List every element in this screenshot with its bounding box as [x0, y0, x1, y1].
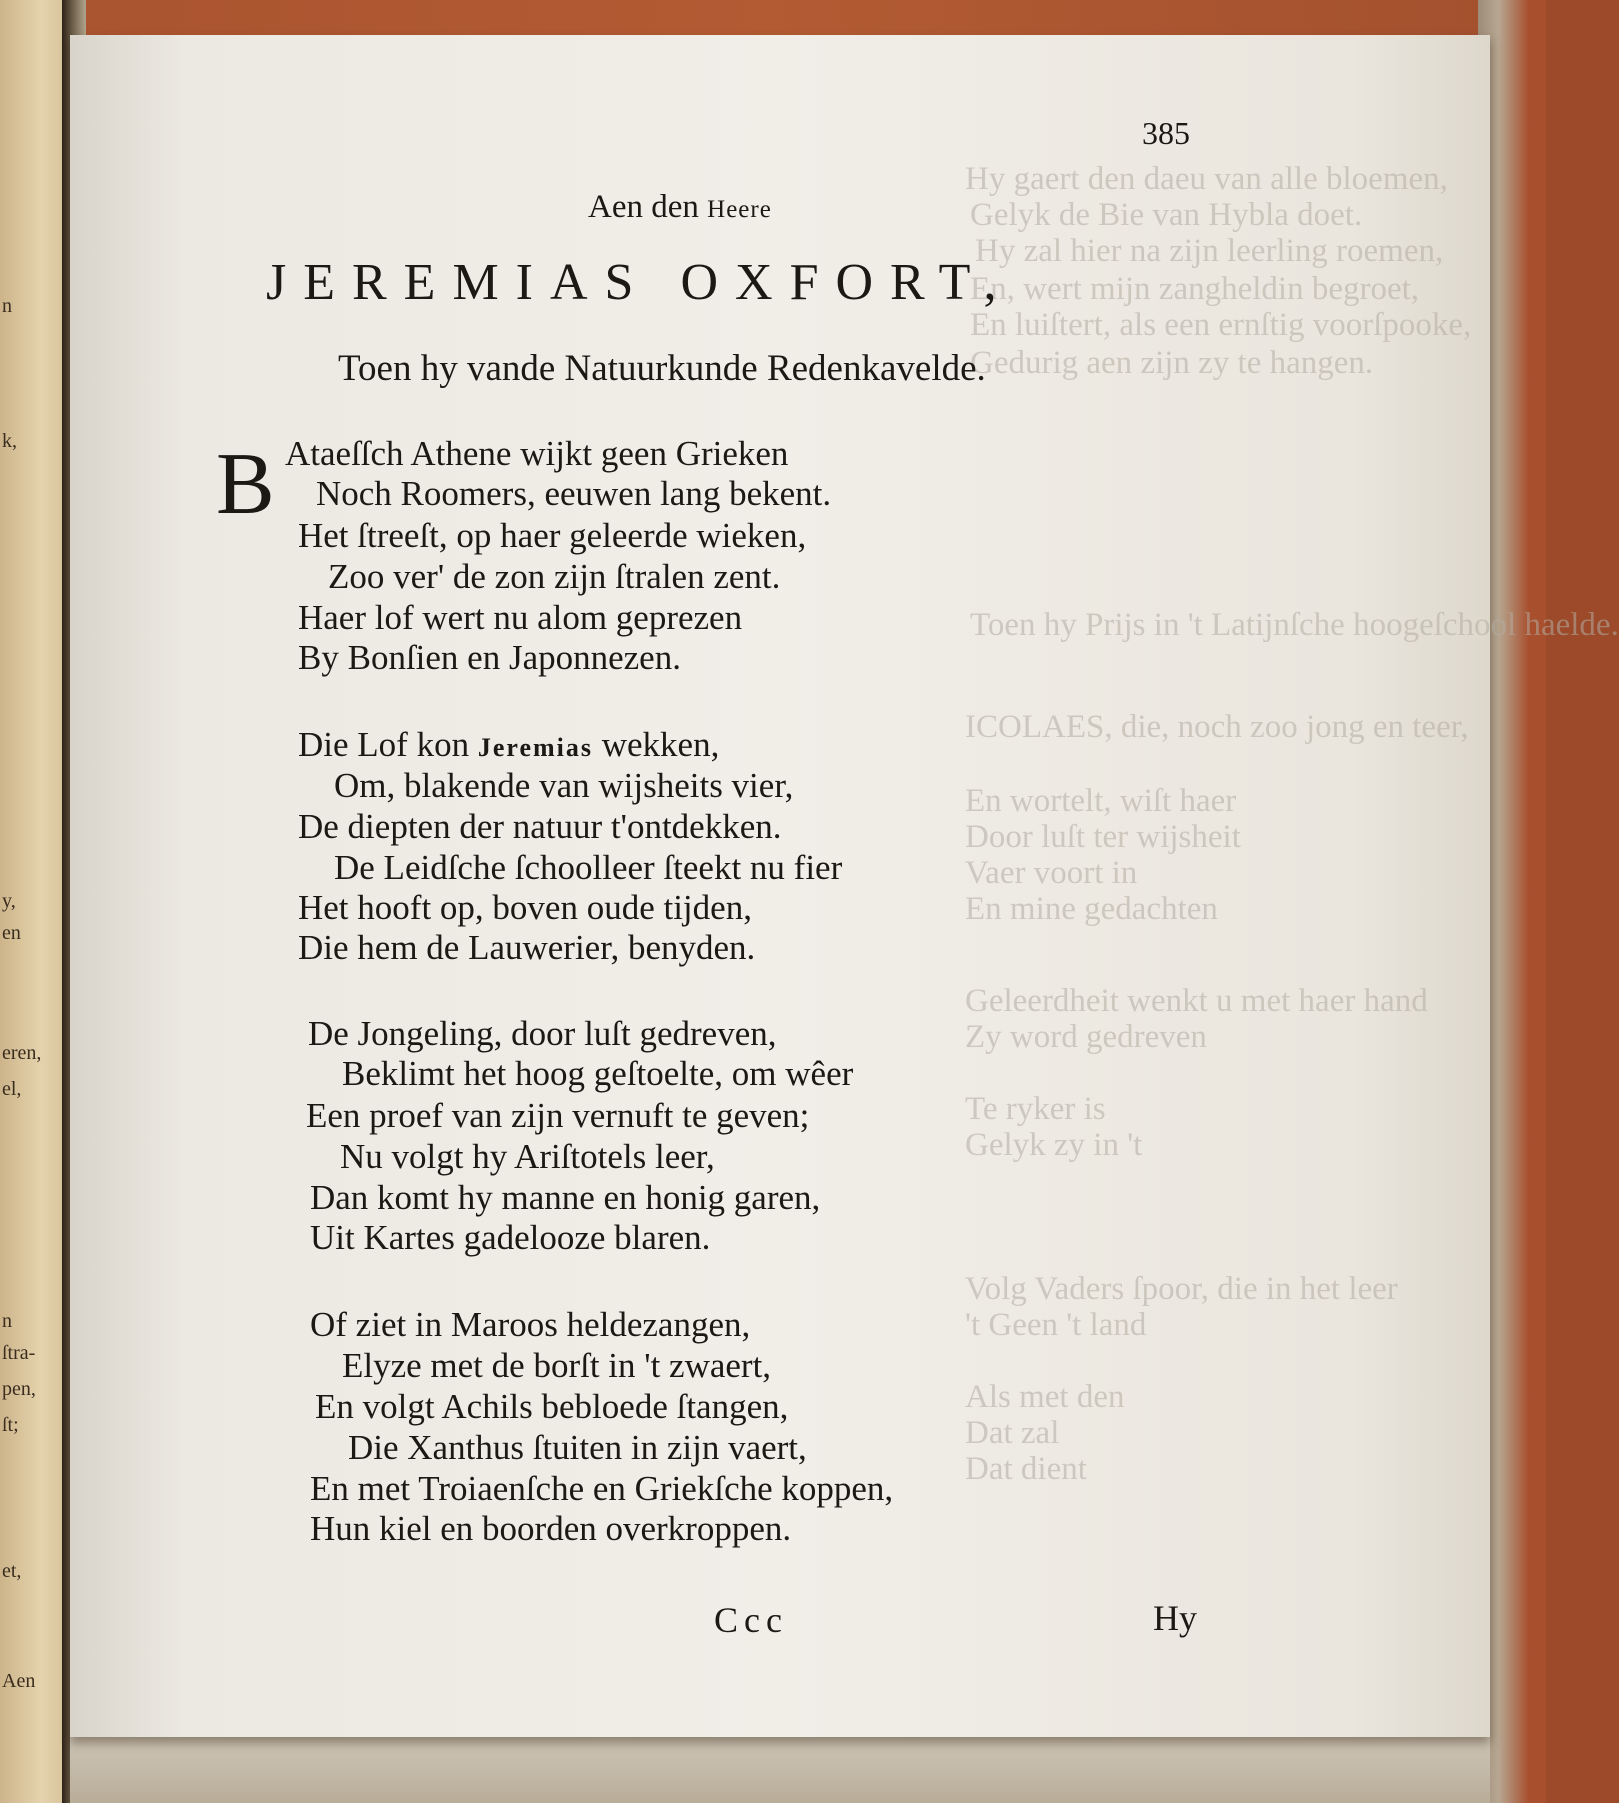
verse-line: By Bonſien en Japonnezen.	[298, 638, 681, 677]
verse-line: Zoo ver' de zon zijn ſtralen zent.	[328, 557, 781, 596]
bleed-through-line: Gedurig aen zijn zy te hangen.	[970, 345, 1374, 381]
bleed-through-line: En, wert mijn zangheldin begroet,	[970, 271, 1420, 307]
signature-mark: Ccc	[714, 1600, 788, 1640]
dedication-title: Heere	[707, 196, 772, 223]
bleed-through-line: En wortelt, wiſt haer	[965, 783, 1237, 819]
left-fragment: eren,	[2, 1042, 42, 1064]
left-fragment: el,	[2, 1078, 22, 1100]
poem-dedication-heading	[588, 189, 772, 226]
left-fragment: pen,	[2, 1378, 36, 1400]
dedication-prefix: Aen den	[588, 189, 708, 225]
verse-line: Haer lof wert nu alom geprezen	[298, 598, 743, 637]
verse-line: En volgt Achils bebloede ſtangen,	[315, 1387, 789, 1426]
book-page	[70, 35, 1619, 1737]
bleed-through-line: Hy zal hier na zijn leerling roemen,	[975, 233, 1444, 269]
verse-line: Een proef van zijn vernuft te geven;	[306, 1096, 810, 1135]
verse-line: De Leidſche ſchoolleer ſteekt nu fier	[334, 848, 843, 887]
catchword: Hy	[1153, 1598, 1197, 1638]
bleed-through-line: En luiſtert, als een ernſtig voorſpooke,	[970, 307, 1472, 343]
bleed-through-line: 't Geen 't land	[965, 1307, 1147, 1343]
verse-line: Nu volgt hy Ariſtotels leer,	[340, 1137, 715, 1176]
verse-line: Die Xanthus ſtuiten in zijn vaert,	[348, 1428, 807, 1467]
bleed-through-line: Volg Vaders ſpoor, die in het leer	[965, 1271, 1398, 1307]
bleed-through-line: Gelyk de Bie van Hybla doet.	[970, 197, 1363, 233]
bleed-through-line: Gelyk zy in 't	[965, 1127, 1143, 1163]
bleed-through-line: Dat zal	[965, 1415, 1060, 1451]
bleed-through-line: Hy gaert den daeu van alle bloemen,	[965, 161, 1448, 197]
verse-line: Hun kiel en boorden overkroppen.	[310, 1509, 792, 1548]
verse-line: Het ſtreeſt, op haer geleerde wieken,	[298, 516, 807, 555]
left-fragment: y,	[2, 890, 16, 912]
poem-subtitle: Toen hy vande Natuurkunde Redenkavelde.	[338, 348, 986, 389]
left-fragment: ſt;	[2, 1414, 19, 1436]
verse-line: Ataeſſch Athene wijkt geen Grieken	[285, 434, 789, 473]
left-fragment: n	[2, 1310, 12, 1332]
left-fragment: ſtra-	[2, 1342, 36, 1364]
left-fragment: Aen	[2, 1670, 36, 1692]
verse-prefix: Die Lof kon	[298, 725, 478, 764]
bleed-through-line: Geleerdheit wenkt u met haer hand	[965, 983, 1428, 1019]
page-edge-bottom	[70, 1730, 1490, 1803]
left-fragment: n	[2, 295, 12, 317]
verse-line: Of ziet in Maroos heldezangen,	[310, 1305, 751, 1344]
bleed-through-line: Als met den	[965, 1379, 1125, 1415]
bleed-through-line: Dat dient	[965, 1451, 1087, 1487]
drop-cap: B	[216, 436, 275, 533]
page-number: 385	[1142, 115, 1190, 151]
bleed-through-line: ICOLAES, die, noch zoo jong en teer,	[965, 709, 1469, 745]
verse-name-smallcaps: Jeremias	[477, 733, 593, 762]
verse-line: En met Troiaenſche en Griekſche koppen,	[310, 1469, 894, 1508]
verse-line: Dan komt hy manne en honig garen,	[310, 1178, 821, 1217]
poem-dedicatee-name: JEREMIAS OXFORT,	[266, 254, 1014, 311]
verse-line: Het hooft op, boven oude tijden,	[298, 888, 752, 927]
verse-line: Beklimt het hoog geſtoelte, om wêer	[342, 1054, 854, 1093]
bleed-through-line: Door luſt ter wijsheit	[965, 819, 1241, 855]
verse-line: De Jongeling, door luſt gedreven,	[308, 1014, 777, 1053]
bleed-through-line: Toen hy Prijs in 't Latijnſche hoogeſchool haelde.	[970, 607, 1619, 643]
left-fragment: et,	[2, 1560, 22, 1582]
verse-line: Noch Roomers, eeuwen lang bekent.	[316, 474, 832, 513]
left-fragment: k,	[2, 430, 17, 452]
verse-line: Die hem de Lauwerier, benyden.	[298, 928, 756, 967]
verse-line: Om, blakende van wijsheits vier,	[334, 766, 794, 805]
bleed-through-line: Te ryker is	[965, 1091, 1106, 1127]
left-fragment: en	[2, 922, 21, 944]
verse-line: De diepten der natuur t'ontdekken.	[298, 807, 782, 846]
bleed-through-line: Zy word gedreven	[965, 1019, 1207, 1055]
verse-line: Uit Kartes gadelooze blaren.	[310, 1218, 711, 1257]
verse-line: Elyze met de borſt in 't zwaert,	[342, 1346, 772, 1385]
bleed-through-line: En mine gedachten	[965, 891, 1218, 927]
facing-left-page	[0, 0, 68, 1803]
verse-line	[298, 725, 719, 765]
verse-suffix: wekken,	[592, 725, 720, 764]
bleed-through-line: Vaer voort in	[965, 855, 1138, 891]
